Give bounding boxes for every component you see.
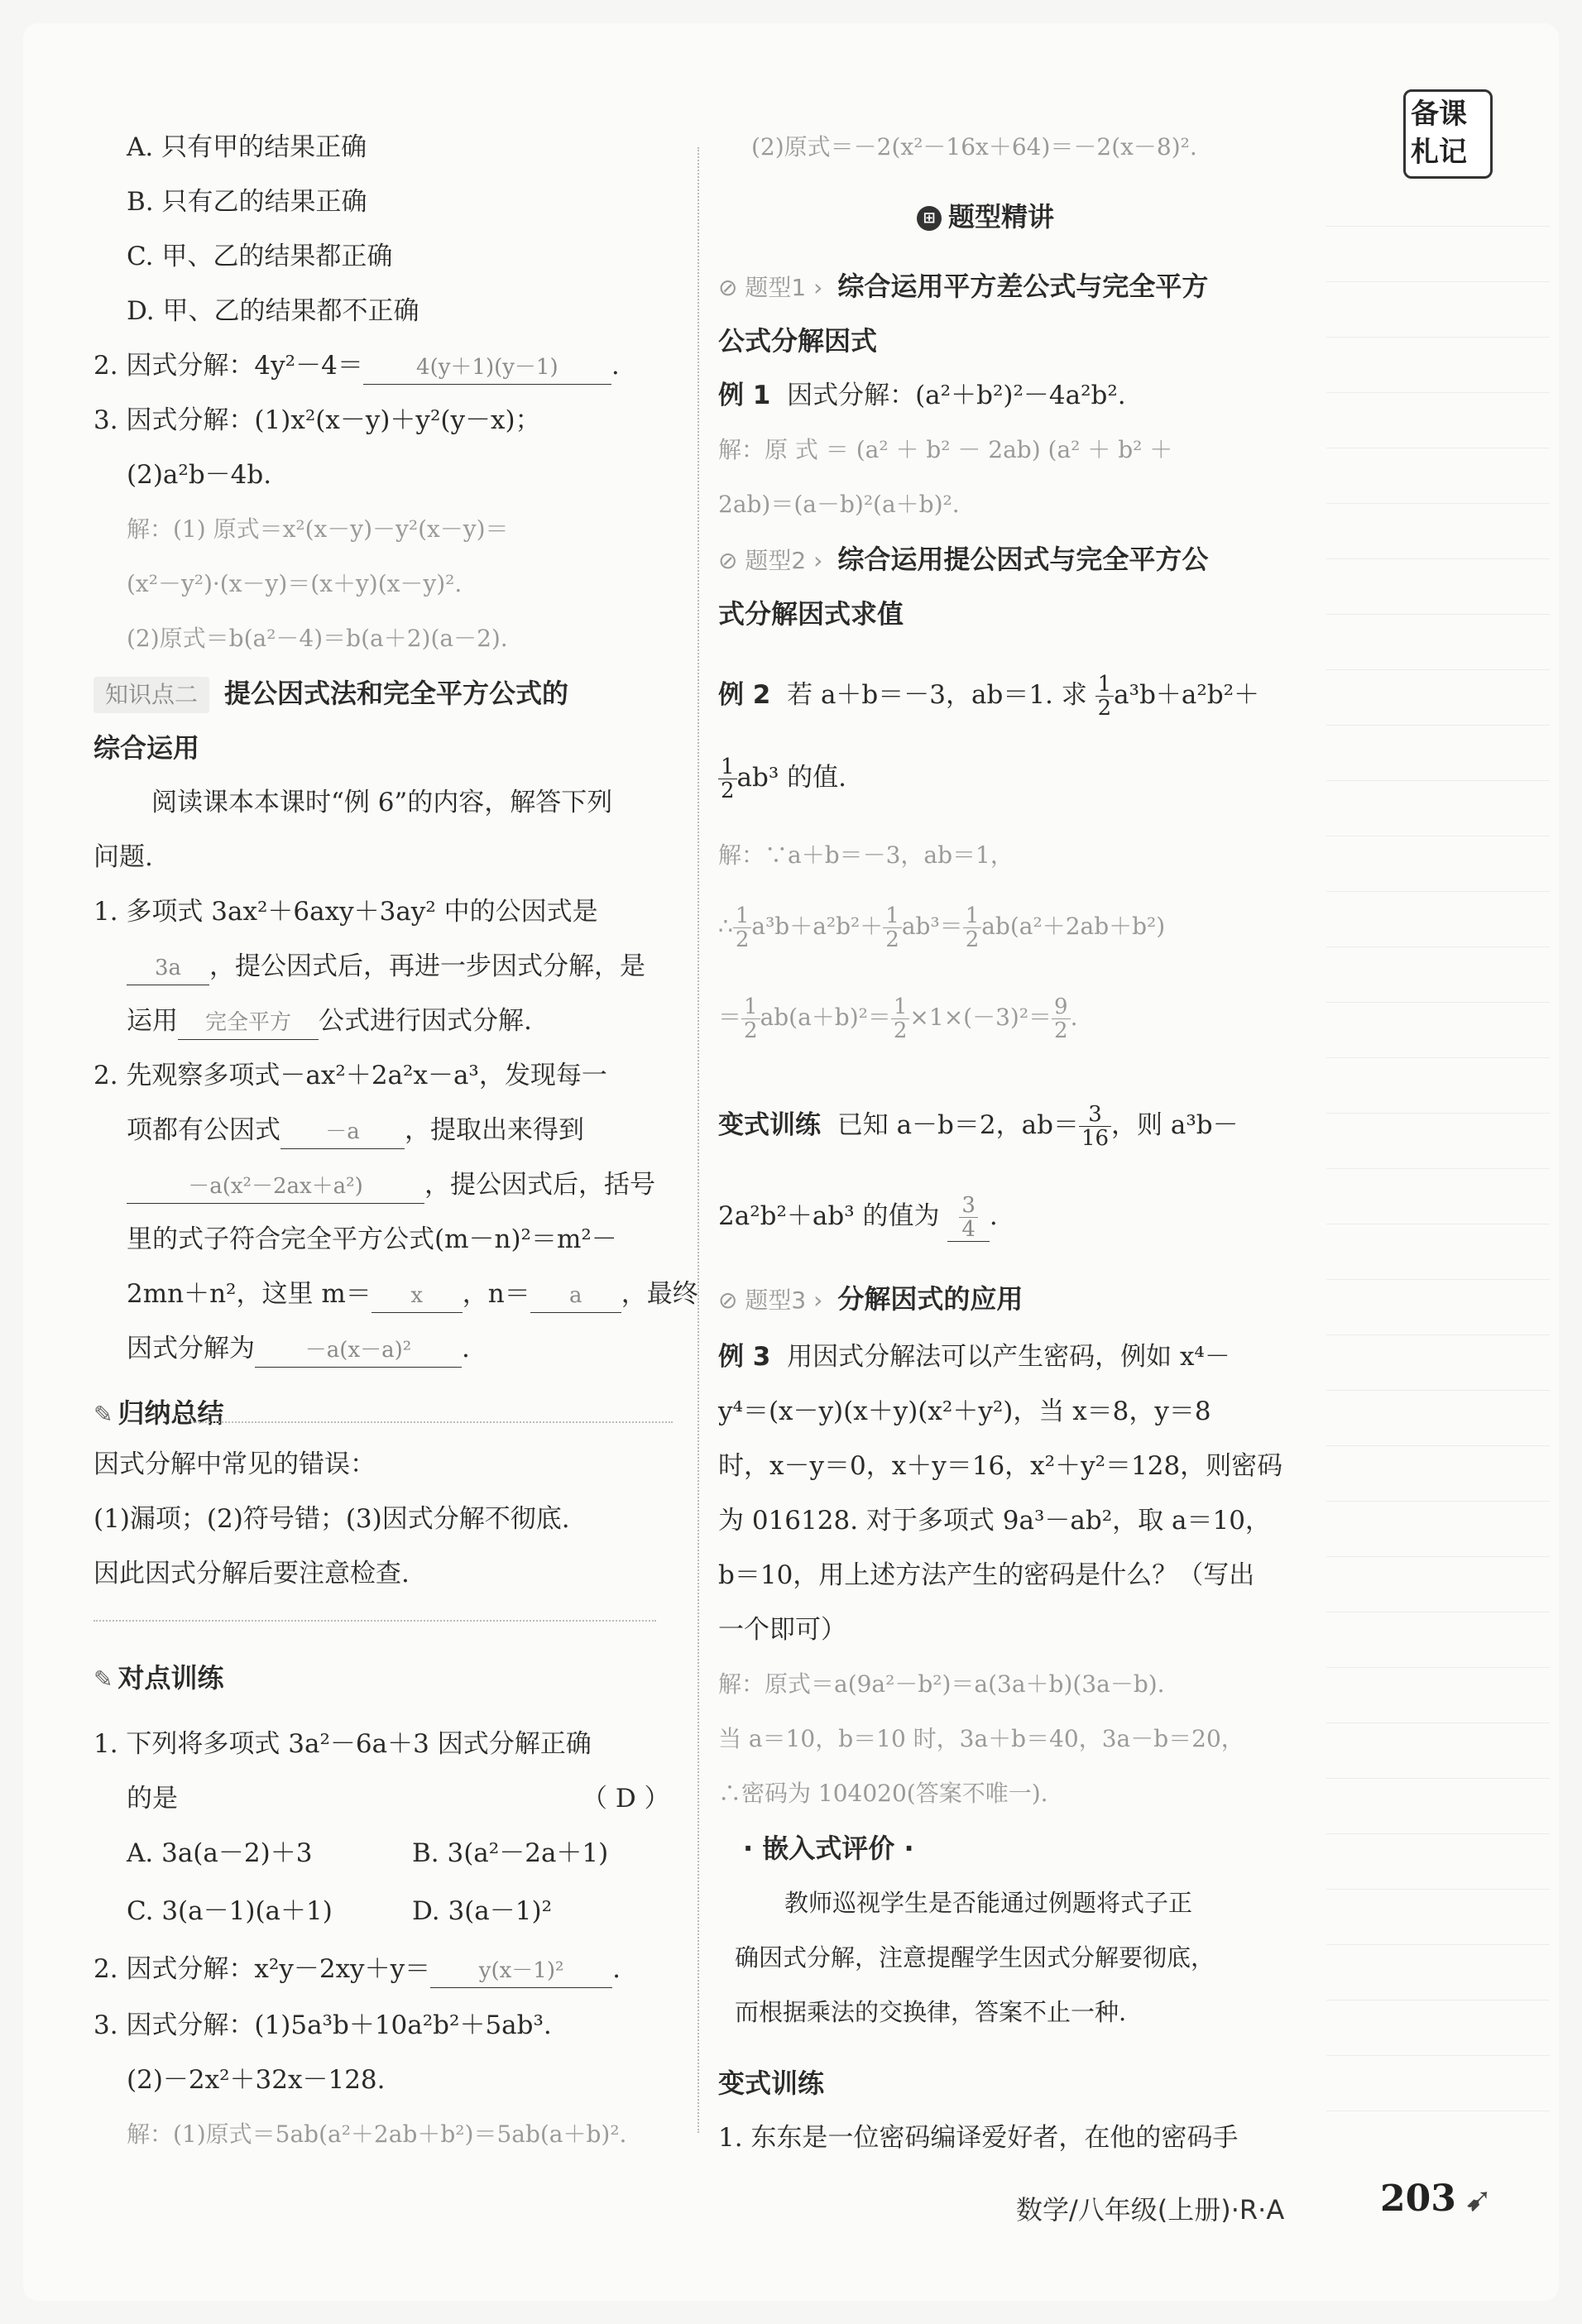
solution-line: (2)原式＝b(a²－4)＝b(a＋2)(a－2). bbox=[127, 625, 508, 652]
example-3-solution-2: 当 a＝10，b＝10 时，3a＋b＝40，3a－b＝20， bbox=[718, 1725, 1244, 1752]
example-label: 例 3 bbox=[718, 1342, 771, 1372]
type-1-title-2: 公式分解因式 bbox=[718, 325, 878, 357]
summary-border-bottom bbox=[93, 1620, 656, 1622]
page-number: 203 bbox=[1380, 2178, 1456, 2220]
problem-2-text: ，提取出来得到 bbox=[405, 1115, 584, 1145]
answer-blank: x bbox=[372, 1279, 463, 1313]
type-tag: ⊘ 题型1 › bbox=[718, 274, 823, 301]
problem-2-text: ，n＝ bbox=[462, 1279, 530, 1309]
variant-title: 变式训练 bbox=[718, 1110, 821, 1140]
variant-text: ，则 a³b－ bbox=[1111, 1110, 1239, 1140]
fraction-denominator: 4 bbox=[961, 1216, 976, 1242]
fraction bbox=[963, 904, 982, 951]
problem-1-line3 bbox=[127, 1004, 532, 1040]
answer-blank: －a(x²－2ax＋a²) bbox=[127, 1170, 424, 1204]
variant-training-1 bbox=[718, 1099, 1239, 1152]
tag-icon: ⊘ bbox=[718, 274, 745, 301]
summary-line: 因此因式分解后要注意检查. bbox=[93, 1559, 410, 1588]
reading-instruction-2: 问题. bbox=[93, 842, 153, 872]
option-b: B. 只有乙的结果正确 bbox=[127, 187, 367, 217]
pencil-icon: ✎ bbox=[93, 1401, 113, 1428]
example-text: ab³ 的值. bbox=[736, 763, 847, 793]
answer-blank: －a bbox=[280, 1115, 405, 1149]
answer-blank: y(x－1)² bbox=[430, 1954, 612, 1988]
solution-text: ×1×(－3)²＝ bbox=[909, 1004, 1052, 1031]
continued-solution: (2)原式＝－2(x²－16x＋64)＝－2(x－8)². bbox=[751, 133, 1197, 161]
fraction-denominator: 2 bbox=[744, 1018, 758, 1043]
practice-title: 对点训练 bbox=[117, 1662, 224, 1694]
training-3-line1: 3. 因式分解：(1)5a³b＋10a²b²＋5ab³. bbox=[93, 2010, 552, 2040]
example-3-line6: 一个即可） bbox=[718, 1615, 846, 1645]
page bbox=[23, 23, 1559, 2301]
type-3-heading bbox=[718, 1282, 1023, 1317]
answer-blank bbox=[947, 1194, 990, 1242]
fraction-numerator: 1 bbox=[883, 904, 902, 928]
example-2 bbox=[718, 668, 1259, 721]
problem-2-line6: 因式分解为 －a(x－a)² . bbox=[127, 1332, 470, 1368]
type-tag-label: 题型1 bbox=[745, 274, 807, 301]
fraction bbox=[718, 755, 737, 803]
evaluation-title: · 嵌入式评价 · bbox=[743, 1833, 914, 1864]
option-c: C. 甲、乙的结果都正确 bbox=[127, 242, 393, 271]
book-icon: ⊞ bbox=[917, 206, 942, 231]
problem-1-text: 运用 bbox=[127, 1006, 178, 1036]
choice-a: A. 3a(a－2)＋3 bbox=[127, 1838, 313, 1868]
training-1-text: 的是 bbox=[127, 1784, 178, 1814]
problem-1-line1: 1. 多项式 3ax²＋6axy＋3ay² 中的公因式是 bbox=[93, 897, 598, 927]
solution-text: ＝ bbox=[718, 1004, 742, 1031]
variant-training-1-line2: 2a²b²＋ab³ 的值为 $\frac{3}{4}$ . bbox=[718, 1192, 998, 1242]
problem-2-text: ，提公因式后，括号 bbox=[424, 1170, 655, 1200]
notes-stamp bbox=[1403, 89, 1493, 179]
example-1-solution: 解：原 式 ＝ (a² ＋ b² － 2ab) (a² ＋ b² ＋ bbox=[718, 436, 1173, 463]
example-2-solution-3: ＝ $\frac{1}{2}$ ab(a＋b)²＝ $\frac{1}{2}$ ×1×(－3)²＝ $\frac{9}{2}$ . bbox=[718, 994, 1078, 1043]
problem-1-text: 公式进行因式分解. bbox=[319, 1006, 532, 1036]
fraction bbox=[1095, 673, 1115, 720]
type-tag-label: 题型2 bbox=[745, 547, 807, 574]
problem-2-line2 bbox=[127, 1114, 584, 1149]
question-2: 2. 因式分解：4y²－4＝ 4(y＋1)(y－1) . bbox=[93, 349, 620, 385]
summary-title: 归纳总结 bbox=[117, 1397, 224, 1429]
solution-text: ab(a＋b)²＝ bbox=[760, 1004, 891, 1031]
fraction-numerator: 9 bbox=[1052, 995, 1071, 1019]
example-3-line2: y⁴＝(x－y)(x＋y)(x²＋y²)，当 x＝8，y＝8 bbox=[718, 1397, 1211, 1426]
solution-line: 解：(1) 原式＝x²(x－y)－y²(x－y)＝ bbox=[127, 515, 509, 543]
option-d: D. 甲、乙的结果都不正确 bbox=[127, 296, 419, 326]
fraction-denominator: 2 bbox=[885, 927, 899, 952]
choice-c: C. 3(a－1)(a＋1) bbox=[127, 1896, 333, 1926]
problem-1-line2 bbox=[127, 950, 645, 985]
solution-line: (x²－y²)·(x－y)＝(x＋y)(x－y)². bbox=[127, 570, 463, 597]
question-3-line2: (2)a²b－4b. bbox=[127, 460, 272, 490]
type-title: 综合运用平方差公式与完全平方 bbox=[837, 271, 1209, 302]
type-2-heading bbox=[718, 543, 1208, 577]
summary-line: (1)漏项；(2)符号错；(3)因式分解不彻底. bbox=[93, 1504, 570, 1534]
fraction-denominator: 2 bbox=[1097, 696, 1112, 721]
training-1-answer: （ D ） bbox=[582, 1784, 670, 1814]
practice-heading bbox=[93, 1661, 223, 1696]
fraction bbox=[741, 995, 760, 1042]
evaluation-text: 教师巡视学生是否能通过例题将式子正 bbox=[784, 1889, 1193, 1917]
fraction bbox=[891, 995, 910, 1042]
footer-text: 数学/八年级(上册)·R·A bbox=[1016, 2194, 1285, 2226]
training-1-line1: 1. 下列将多项式 3a²－6a＋3 因式分解正确 bbox=[93, 1729, 592, 1759]
example-2-line2 bbox=[718, 751, 846, 804]
fraction-numerator: 1 bbox=[741, 995, 760, 1019]
solution-text: a³b＋a²b²＋ bbox=[751, 913, 884, 940]
summary-heading bbox=[93, 1397, 223, 1431]
example-3-line1 bbox=[718, 1340, 1230, 1373]
problem-2-text: ，最终 bbox=[621, 1279, 698, 1309]
example-text: 若 a＋b＝－3，ab＝1. 求 bbox=[787, 680, 1087, 710]
knowledge-point-2-heading bbox=[93, 677, 568, 713]
stamp-line2: 札记 bbox=[1411, 136, 1467, 169]
example-1 bbox=[718, 379, 1126, 412]
example-3-solution-1: 解：原式＝a(9a²－b²)＝a(3a＋b)(3a－b). bbox=[718, 1670, 1165, 1698]
fraction-denominator: 2 bbox=[965, 927, 980, 952]
knowledge-point-title-2: 综合运用 bbox=[93, 732, 200, 764]
answer-blank: a bbox=[530, 1279, 621, 1313]
variant-training-2-title: 变式训练 bbox=[718, 2068, 825, 2099]
problem-2-text: 2mn＋n²，这里 m＝ bbox=[127, 1279, 372, 1309]
choice-d: D. 3(a－1)² bbox=[412, 1896, 553, 1926]
problem-2-text: 项都有公因式 bbox=[127, 1115, 280, 1145]
reading-instruction: 阅读课本本课时“例 6”的内容，解答下列 bbox=[151, 788, 613, 817]
fraction bbox=[883, 904, 902, 951]
knowledge-point-tag: 知识点二 bbox=[93, 677, 209, 713]
answer-blank: 完全平方 bbox=[178, 1006, 319, 1040]
column-divider bbox=[698, 147, 699, 2133]
option-a: A. 只有甲的结果正确 bbox=[127, 132, 367, 162]
fraction bbox=[733, 904, 752, 951]
fraction-denominator: 16 bbox=[1081, 1126, 1110, 1151]
example-text: 用因式分解法可以产生密码，例如 x⁴－ bbox=[787, 1342, 1230, 1372]
stamp-line1: 备课 bbox=[1411, 98, 1467, 131]
fraction-denominator: 2 bbox=[1054, 1018, 1068, 1043]
example-text: a³b＋a²b²＋ bbox=[1114, 680, 1260, 710]
tag-icon: ⊘ bbox=[718, 1287, 745, 1314]
example-label: 例 2 bbox=[718, 680, 771, 710]
type-2-title-2: 式分解因式求值 bbox=[718, 598, 904, 630]
example-label: 例 1 bbox=[718, 381, 771, 410]
training-3-solution: 解：(1)原式＝5ab(a²＋2ab＋b²)＝5ab(a＋b)². bbox=[127, 2120, 627, 2148]
fraction-numerator: 1 bbox=[733, 904, 752, 928]
problem-2-line1: 2. 先观察多项式－ax²＋2a²x－a³，发现每一 bbox=[93, 1061, 607, 1090]
training-2: 2. 因式分解：x²y－2xy＋y＝ y(x－1)² . bbox=[93, 1953, 621, 1988]
fraction-numerator: 3 bbox=[1079, 1103, 1111, 1127]
pencil-icon: ✎ bbox=[93, 1665, 113, 1693]
summary-border bbox=[193, 1421, 673, 1423]
training-3-line2: (2)－2x²＋32x－128. bbox=[127, 2065, 386, 2095]
type-title: 综合运用提公因式与完全平方公 bbox=[837, 544, 1209, 575]
fraction-numerator: 1 bbox=[718, 755, 737, 779]
fraction-numerator: 1 bbox=[1095, 673, 1115, 697]
question-2-text: 2. 因式分解：4y²－4＝ bbox=[93, 351, 363, 381]
answer-blank: 3a bbox=[127, 951, 209, 985]
evaluation-text: 确因式分解，注意提醒学生因式分解要彻底， bbox=[735, 1943, 1215, 1972]
variant-training-2-line1: 1. 东东是一位密码编译爱好者，在他的密码手 bbox=[718, 2123, 1239, 2153]
section-title-text: 题型精讲 bbox=[948, 201, 1055, 232]
fraction bbox=[1052, 995, 1071, 1042]
solution-text: ∴ bbox=[718, 913, 733, 940]
answer-blank: 4(y＋1)(y－1) bbox=[363, 351, 611, 385]
example-text: 因式分解：(a²＋b²)²－4a²b². bbox=[787, 381, 1126, 410]
solution-text: ab(a²＋2ab＋b²) bbox=[981, 913, 1166, 940]
fraction-numerator: 1 bbox=[963, 904, 982, 928]
problem-2-text: 因式分解为 bbox=[127, 1334, 255, 1363]
variant-text: 已知 a－b＝2，ab＝ bbox=[837, 1110, 1079, 1140]
fraction-numerator: 1 bbox=[891, 995, 910, 1019]
fraction-numerator: 3 bbox=[959, 1194, 978, 1218]
knowledge-point-title: 提公因式法和完全平方公式的 bbox=[224, 678, 569, 709]
problem-1-text: ，提公因式后，再进一步因式分解，是 bbox=[209, 951, 645, 981]
problem-2-line3 bbox=[127, 1168, 655, 1204]
choice-b: B. 3(a²－2a＋1) bbox=[412, 1838, 609, 1868]
summary-line: 因式分解中常见的错误： bbox=[93, 1450, 376, 1479]
variant-text: 2a²b²＋ab³ 的值为 bbox=[718, 1201, 940, 1231]
example-2-solution-2 bbox=[718, 900, 1165, 953]
problem-2-line5 bbox=[127, 1277, 698, 1313]
fraction-denominator: 2 bbox=[721, 779, 735, 803]
training-1-line2 bbox=[127, 1782, 178, 1815]
problem-2-line4: 里的式子符合完全平方公式(m－n)²＝m²－ bbox=[127, 1224, 617, 1254]
type-title: 分解因式的应用 bbox=[837, 1283, 1024, 1315]
tag-icon: ⊘ bbox=[718, 547, 745, 574]
fraction-denominator: 2 bbox=[735, 927, 750, 952]
solution-text: ab³＝ bbox=[901, 913, 963, 940]
example-3-line4: 为 016128. 对于多项式 9a³－ab²，取 a＝10， bbox=[718, 1506, 1271, 1536]
type-tag: ⊘ 题型3 › bbox=[718, 1287, 823, 1314]
answer-blank: －a(x－a)² bbox=[255, 1334, 462, 1368]
training-2-text: 2. 因式分解：x²y－2xy＋y＝ bbox=[93, 1954, 431, 1984]
fraction bbox=[1079, 1103, 1111, 1150]
question-3-line1: 3. 因式分解：(1)x²(x－y)＋y²(y－x)； bbox=[93, 405, 541, 435]
corner-arrow-icon: ➹ bbox=[1465, 2181, 1493, 2219]
example-3-solution-3: ∴密码为 104020(答案不唯一). bbox=[718, 1780, 1048, 1807]
type-tag-label: 题型3 bbox=[745, 1287, 807, 1314]
example-3-line5: b＝10，用上述方法产生的密码是什么？（写出 bbox=[718, 1560, 1255, 1590]
type-1-heading bbox=[718, 270, 1208, 304]
evaluation-text: 而根据乘法的交换律，答案不止一种. bbox=[735, 1998, 1127, 2026]
example-2-solution-1: 解：∵a＋b＝－3，ab＝1， bbox=[718, 841, 1014, 869]
section-title bbox=[917, 200, 1054, 233]
example-1-solution-2: 2ab)＝(a－b)²(a＋b)². bbox=[718, 491, 960, 518]
fraction-denominator: 2 bbox=[893, 1018, 908, 1043]
example-3-line3: 时，x－y＝0，x＋y＝16，x²＋y²＝128，则密码 bbox=[718, 1451, 1283, 1481]
type-tag: ⊘ 题型2 › bbox=[718, 547, 823, 574]
